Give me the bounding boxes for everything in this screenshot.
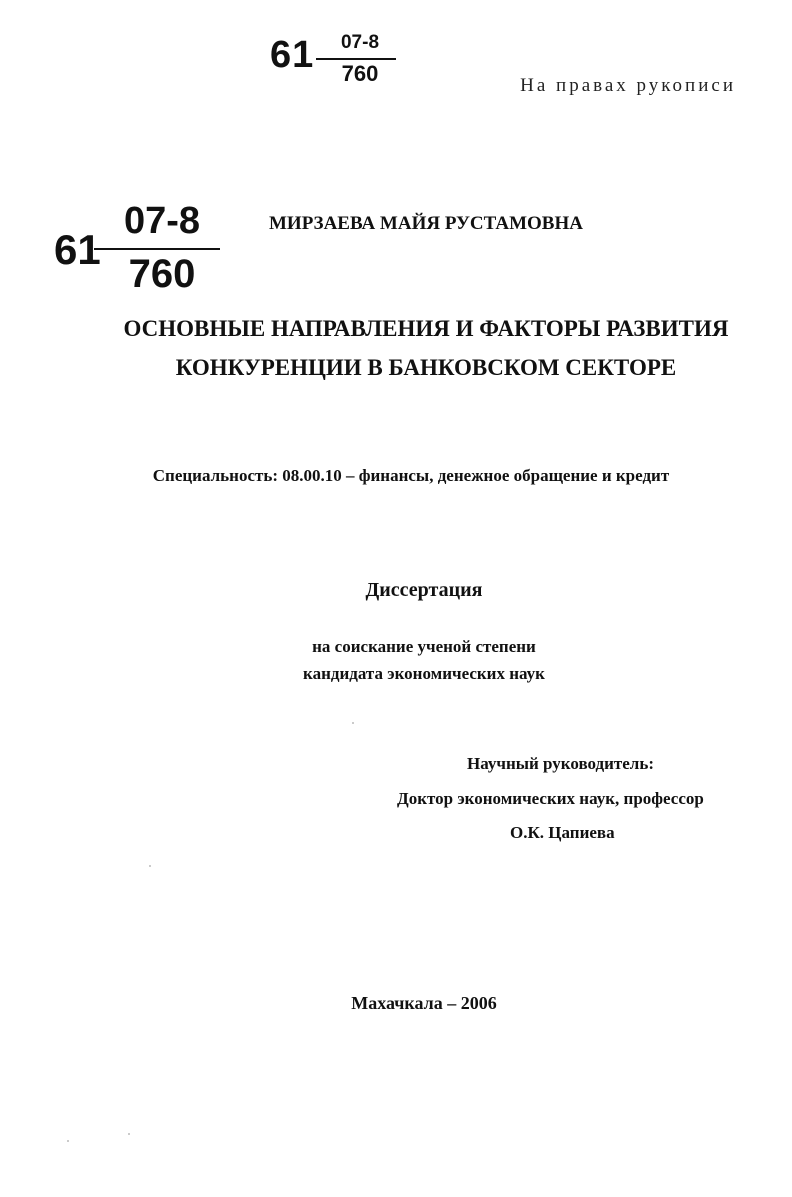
scan-speck [128,1133,130,1135]
shelf-mark-stamp-small [268,28,398,88]
stamp-small-denominator: 760 [341,61,379,86]
thesis-title-line-2: КОНКУРЕНЦИИ В БАНКОВСКОМ СЕКТОРЕ [175,355,677,380]
scan-speck [352,722,354,724]
shelf-mark-stamp-large [52,200,232,300]
scan-speck [67,1140,69,1142]
stamp-small-fraction-line [316,58,396,60]
stamp-large-numerator: 07-8 [123,200,201,242]
document-type: Диссертация [365,579,483,601]
place-and-year: Махачкала – 2006 [351,993,497,1013]
stamp-large-main: 61 [54,226,101,273]
supervisor-name: О.К. Цапиева [510,823,615,842]
rights-note: На правах рукописи [520,75,736,96]
stamp-small-main: 61 [270,34,315,76]
scan-speck [149,865,151,867]
supervisor-label: Научный руководитель: [467,754,654,773]
specialty: Специальность: 08.00.10 – финансы, денежное обращение и кредит [152,466,670,485]
stamp-large-denominator: 760 [128,252,196,296]
degree-line-2: кандидата экономических наук [303,664,545,683]
author-name: МИРЗАЕВА МАЙЯ РУСТАМОВНА [269,213,583,234]
stamp-small-numerator: 07-8 [340,32,380,53]
thesis-title-line-1: ОСНОВНЫЕ НАПРАВЛЕНИЯ И ФАКТОРЫ РАЗВИТИЯ [123,316,729,341]
supervisor-degree: Доктор экономических наук, профессор [397,789,704,808]
stamp-large-fraction-line [94,248,220,250]
degree-line-1: на соискание ученой степени [312,637,536,656]
